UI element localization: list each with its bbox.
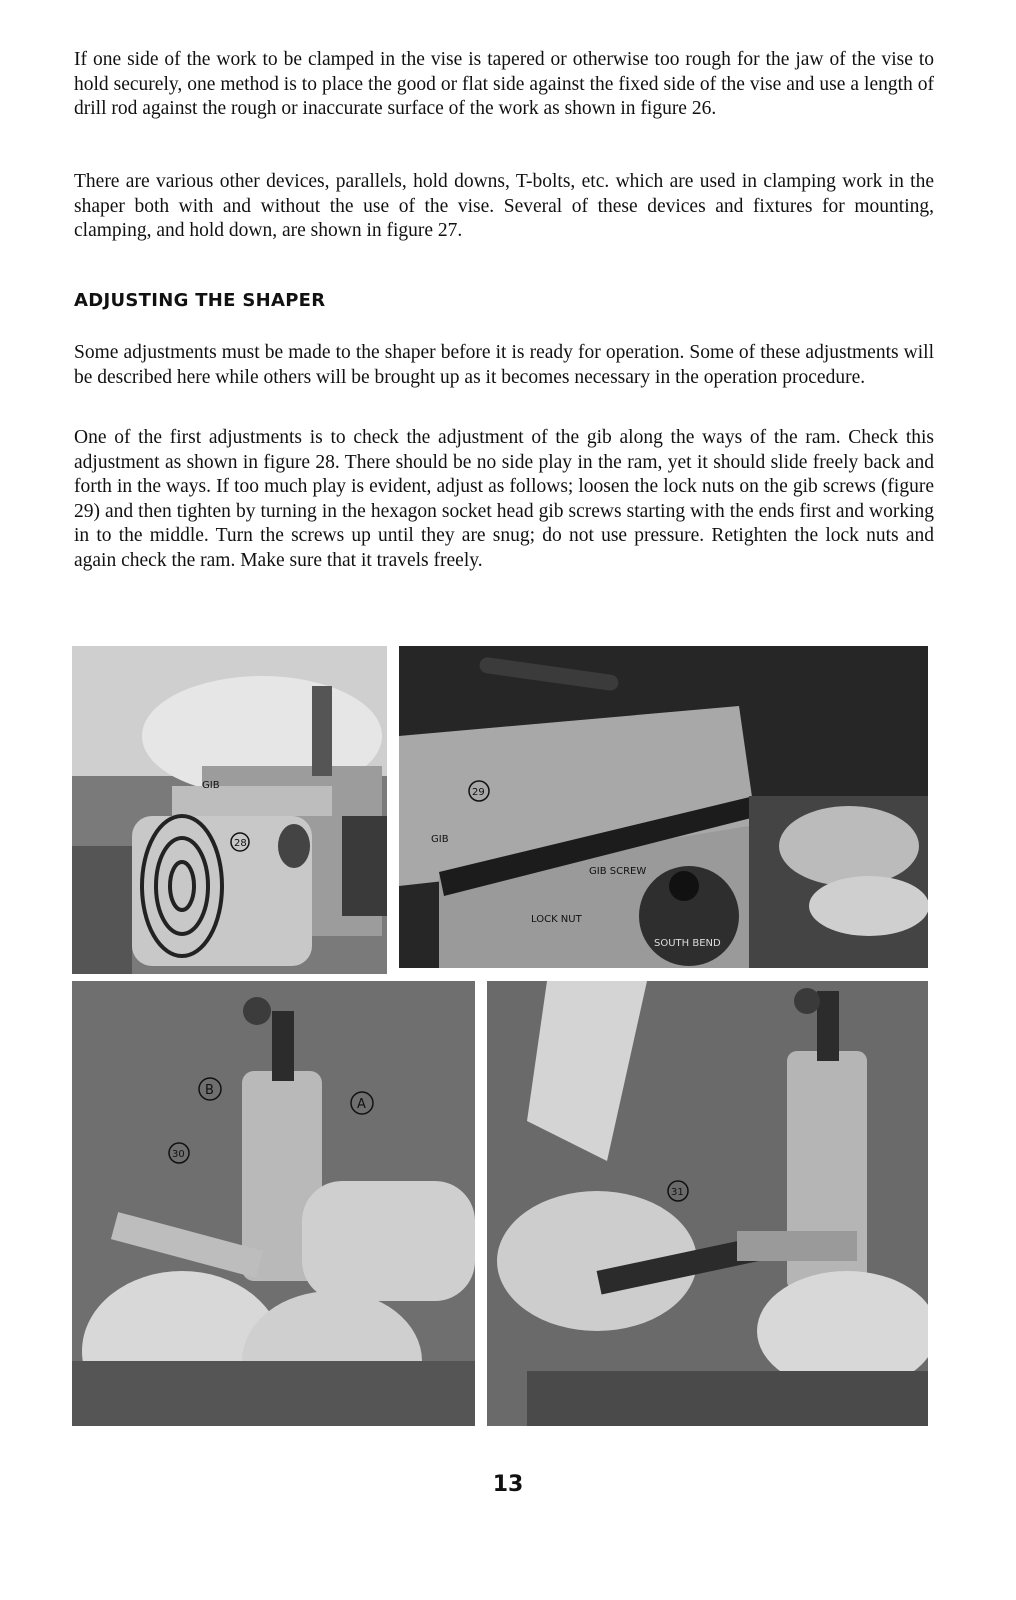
fig29-lock-nut-label: LOCK NUT [531, 914, 582, 925]
fig30-number: 30 [172, 1149, 185, 1160]
fig29-badge-text: SOUTH BEND [654, 938, 721, 949]
fig28-number: 28 [234, 838, 247, 849]
fig31-number: 31 [671, 1187, 684, 1198]
figure-29-photo [399, 646, 928, 968]
page-number: 13 [492, 1472, 524, 1497]
paragraph-vise-tapered-work: If one side of the work to be clamped in the vise is tapered or otherwise too rough for the jaw of the vise to hold securely, one method is to place the good or flat side against the fixed side of the vise and use a length of drill rod against the rough or inaccurate surface of the work as shown in figure 26. [74, 49, 934, 119]
figure-31-photo [487, 981, 928, 1426]
fig29-number: 29 [472, 787, 485, 798]
fig28-gib-label: GIB [202, 780, 220, 791]
section-heading: ADJUSTING THE SHAPER [74, 290, 326, 311]
paragraph-clamping-devices: There are various other devices, parallels, hold downs, T-bolts, etc. which are used in clamping work in the shaper both with and without the use of the vise. Several of these devices and fixtures for mounting, clamping, and hold down, are shown in figure 27. [74, 171, 934, 241]
fig29-gib-label: GIB [431, 834, 449, 845]
figure-28-photo [72, 646, 387, 974]
fig29-gib-screw-label: GIB SCREW [589, 866, 647, 877]
paragraph-adjustments-intro: Some adjustments must be made to the shaper before it is ready for operation. Some of these adjustments will be described here while others will be brought up as it becomes necessary in the operation procedure. [74, 342, 934, 388]
paragraph-gib-adjustment: One of the first adjustments is to check the adjustment of the gib along the ways of the ram. Check this adjustment as shown in figure 28. There should be no side play in the ram, yet it should slide freely back and forth in the ways. If too much play is evident, adjust as follows; loosen the lock nuts on the gib screws (figure 29) and then tighten by turning in the hexagon socket head gib screws starting with the ends first and working in to the middle. Turn the screws up until they are snug; do not use pressure. Retighten the lock nuts and again check the ram. Make sure that it travels freely. [74, 427, 934, 571]
fig30-label-a: A [357, 1097, 366, 1112]
fig30-label-b: B [205, 1083, 214, 1098]
figure-30-photo [72, 981, 475, 1426]
